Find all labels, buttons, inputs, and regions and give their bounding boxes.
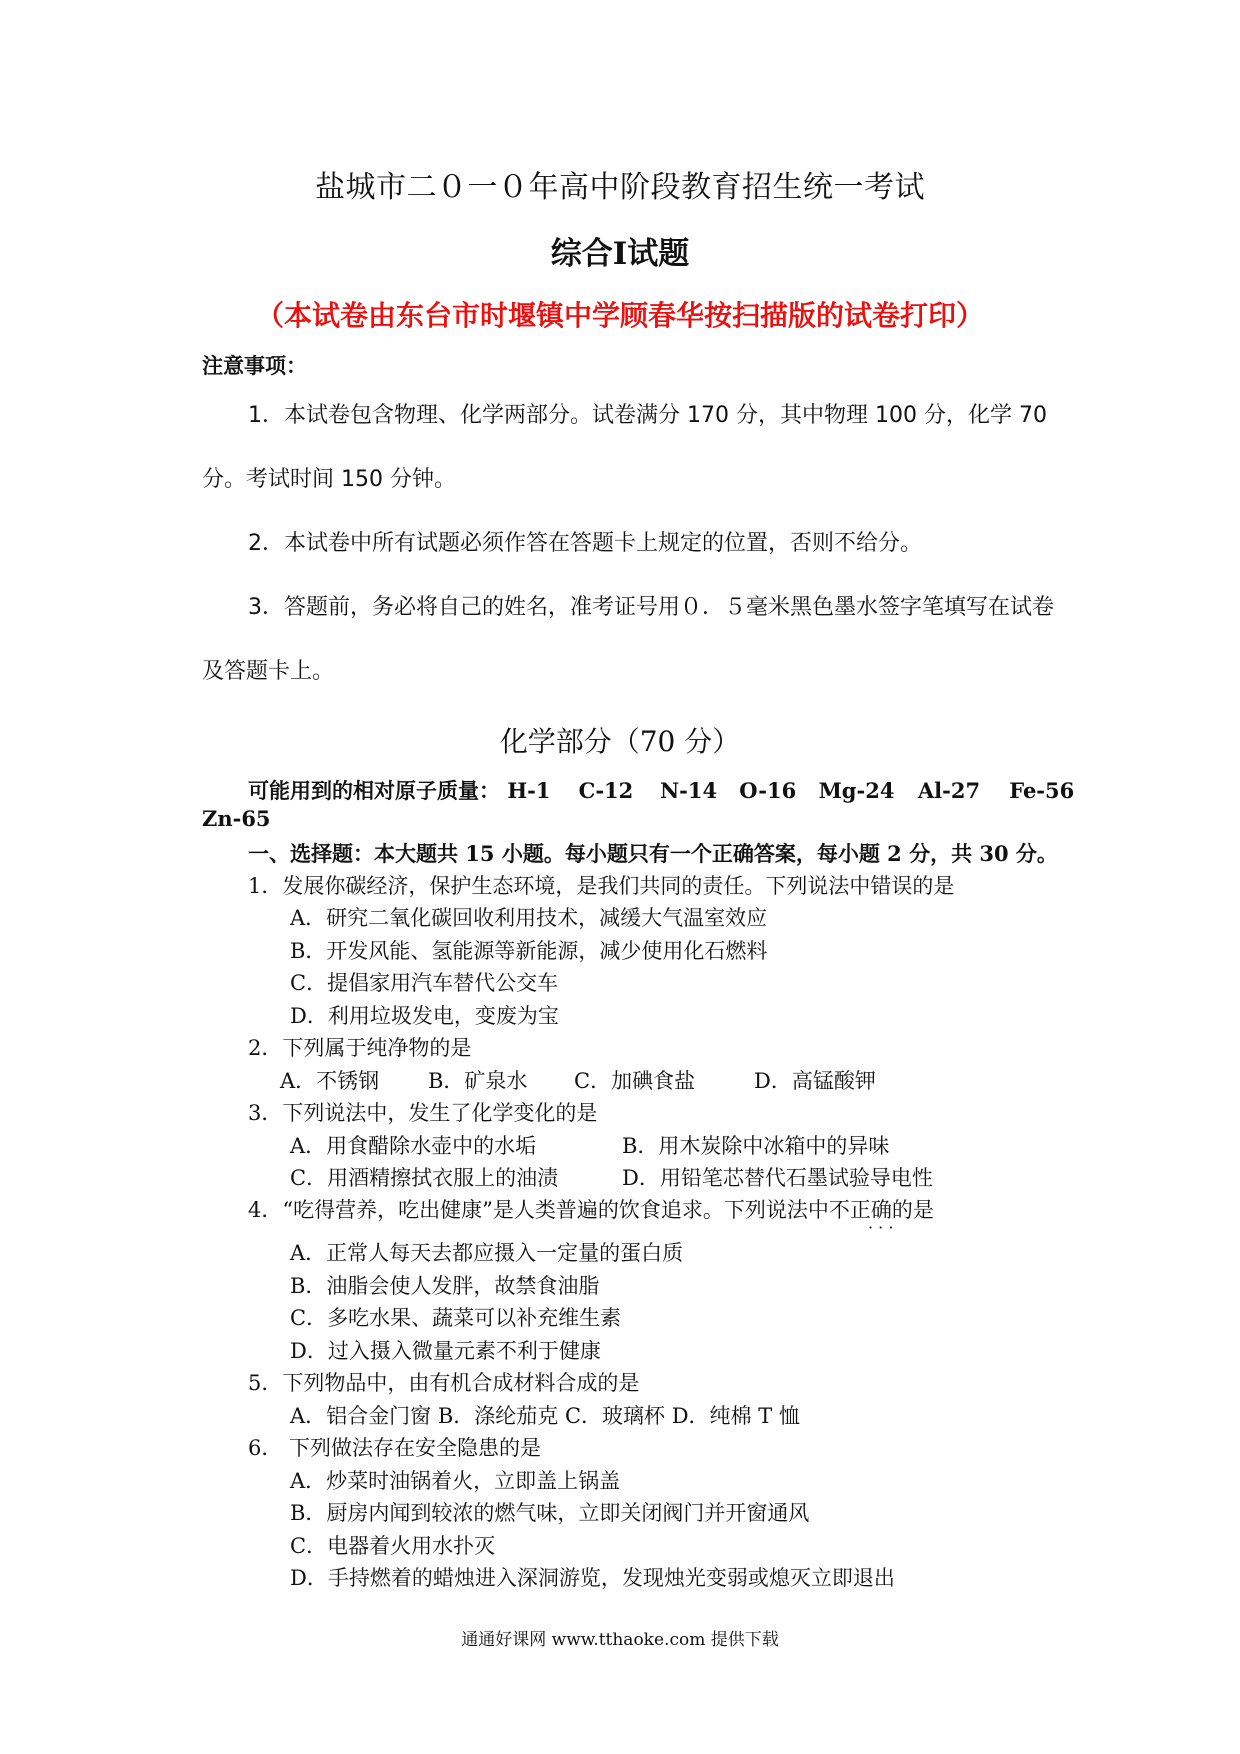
question-2-stem: 2．下列属于纯净物的是 [248,1036,472,1060]
question-6-stem: 6． 下列做法存在安全隐患的是 [248,1436,542,1460]
question-6-option-b: B．厨房内闻到较浓的燃气味，立即关闭阀门并开窗通风 [290,1501,810,1525]
atomic-mass-n: N-14 [659,778,718,803]
atomic-mass-mg: Mg-24 [818,778,895,803]
question-2-option-d: D．高锰酸钾 [754,1069,876,1093]
question-4-option-d: D．过入摄入微量元素不利于健康 [290,1339,601,1363]
atomic-mass-h: H-1 [507,778,551,803]
question-6-option-c: C．电器着火用水扑灭 [290,1534,496,1558]
notice-line-3: 2．本试卷中所有试题必须作答在答题卡上规定的位置，否则不给分。 [248,531,922,556]
notice-line-4: 3．答题前，务必将自己的姓名，准考证号用０．５毫米黑色墨水签字笔填写在试卷 [248,595,1054,620]
atomic-mass-o: O-16 [739,778,797,803]
notice-line-1: 1．本试卷包含物理、化学两部分。试卷满分 170 分，其中物理 100 分，化学 70 [248,403,1047,428]
atomic-mass-zn: Zn-65 [202,806,271,831]
atomic-mass-label: 可能用到的相对原子质量： [248,778,500,803]
question-1-option-d: D．利用垃圾发电，变废为宝 [290,1004,559,1028]
question-6-option-d: D．手持燃着的蜡烛进入深洞游览，发现烛光变弱或熄灭立即退出 [290,1566,895,1590]
question-3-option-c: C．用酒精擦拭衣服上的油渍 [290,1166,559,1190]
question-3-option-b: B．用木炭除中冰箱中的异味 [622,1134,890,1158]
atomic-mass-line [248,775,1074,805]
atomic-mass-al: Al-27 [917,778,981,803]
question-3-stem: 3．下列说法中，发生了化学变化的是 [248,1101,598,1125]
exam-title: 盐城市二０一０年高中阶段教育招生统一考试 [315,170,925,205]
question-4-option-c: C．多吃水果、蔬菜可以补充维生素 [290,1306,622,1330]
question-2-option-b: B．矿泉水 [428,1069,528,1093]
question-1-stem: 1．发展你碳经济，保护生态环境，是我们共同的责任。下列说法中错误的是 [248,874,955,898]
atomic-mass-c: C-12 [578,778,634,803]
question-3-option-d: D．用铅笔芯替代石墨试验导电性 [622,1166,933,1190]
page-footer: 通通好课网 www.tthaoke.com 提供下载 [461,1630,779,1650]
chemistry-section-title: 化学部分（70 分） [499,725,741,758]
part1-heading: 一、选择题：本大题共 15 小题。每小题只有一个正确答案，每小题 2 分，共 30 分。 [248,841,1058,866]
notice-line-2: 分。考试时间 150 分钟。 [202,467,456,492]
question-2-option-a: A．不锈钢 [280,1069,380,1093]
atomic-mass-fe: Fe-56 [1009,778,1075,803]
question-5-options: A．铝合金门窗 B．涤纶茄克 C．玻璃杯 D．纯棉 T 恤 [290,1404,800,1428]
notice-line-5: 及答题卡上。 [202,659,335,684]
question-3-option-a: A．用食醋除水壶中的水垢 [290,1134,537,1158]
exam-subtitle: 综合Ⅰ试题 [550,236,690,272]
question-4-stem: 4．“吃得营养，吃出健康”是人类普遍的饮食追求。下列说法中不正确的是 [248,1198,934,1222]
question-4-option-b: B．油脂会使人发胖，故禁食油脂 [290,1274,600,1298]
question-4-option-a: A．正常人每天去都应摄入一定量的蛋白质 [290,1241,684,1265]
question-5-stem: 5．下列物品中，由有机合成材料合成的是 [248,1371,640,1395]
question-2-option-c: C．加碘食盐 [574,1069,696,1093]
notice-heading: 注意事项： [202,354,307,378]
question-1-option-a: A．研究二氧化碳回收利用技术，减缓大气温室效应 [290,906,768,930]
question-1-option-c: C．提倡家用汽车替代公交车 [290,971,559,995]
print-note: （本试卷由东台市时堰镇中学顾春华按扫描版的试卷打印） [255,299,984,332]
question-1-option-b: B．开发风能、氢能源等新能源，减少使用化石燃料 [290,939,768,963]
emphasis-dots: · · · [868,1218,894,1237]
question-6-option-a: A．炒菜时油锅着火，立即盖上锅盖 [290,1469,621,1493]
